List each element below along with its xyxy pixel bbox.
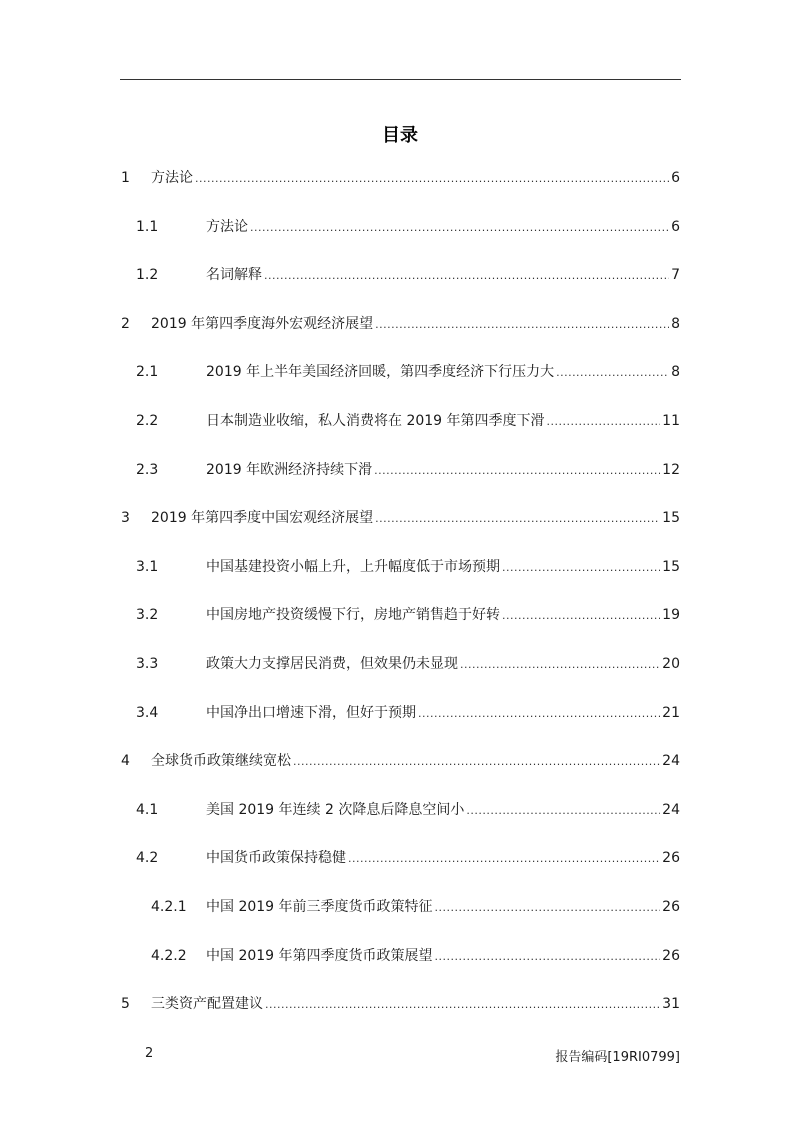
toc-entry-line (206, 215, 680, 240)
toc-entry-line (206, 895, 680, 920)
toc-entry-label: 中国净出口增速下滑，但好于预期 (206, 701, 416, 725)
toc-entry-page: 6 (671, 219, 680, 235)
toc-dot-leader (250, 216, 669, 240)
toc-entry-number: 4.2.2 (151, 948, 187, 964)
toc-entry-page: 24 (662, 753, 680, 769)
toc-entry-line (151, 992, 680, 1017)
toc-entry-label: 中国 2019 年第四季度货币政策展望 (206, 944, 433, 968)
toc-entry[interactable] (0, 215, 800, 239)
toc-entry[interactable] (0, 798, 800, 822)
toc-entry[interactable] (0, 603, 800, 627)
toc-entry-page: 24 (662, 802, 680, 818)
footer-page-number: 2 (145, 1046, 154, 1061)
header-rule (120, 79, 681, 80)
toc-entry[interactable] (0, 409, 800, 433)
toc-entry-page: 19 (662, 607, 680, 623)
toc-dot-leader (502, 556, 660, 580)
toc-entry-number: 3.2 (136, 607, 159, 623)
toc-entry-line (206, 409, 680, 434)
toc-entry-line (151, 312, 680, 337)
toc-entry-label: 方法论 (151, 166, 193, 190)
toc-entry-page: 15 (662, 559, 680, 575)
toc-entry-line (206, 944, 680, 969)
toc-entry-line (151, 749, 680, 774)
toc-entry-page: 12 (662, 462, 680, 478)
toc-dot-leader (265, 993, 660, 1017)
toc-entry-number: 1.2 (136, 267, 159, 283)
toc-entry-page: 15 (662, 510, 680, 526)
toc-entry-page: 6 (671, 170, 680, 186)
toc-entry-number: 3 (121, 510, 130, 526)
toc-entry-page: 11 (662, 413, 680, 429)
toc-entry-line (206, 798, 680, 823)
toc-entry[interactable] (0, 846, 800, 870)
toc-title: 目录 (382, 125, 418, 146)
footer-report-code: 报告编码[19RI0799] (555, 1050, 680, 1065)
toc-entry-line (151, 506, 680, 531)
toc-entry-number: 2.3 (136, 462, 159, 478)
toc-dot-leader (547, 410, 661, 434)
toc-entry-label: 方法论 (206, 215, 248, 239)
toc-entry-page: 26 (662, 850, 680, 866)
toc-entry[interactable] (0, 506, 800, 530)
toc-entry-page: 20 (662, 656, 680, 672)
toc-dot-leader (348, 847, 660, 871)
toc-entry-line (206, 652, 680, 677)
toc-entry-page: 8 (671, 316, 680, 332)
toc-entry-number: 2.1 (136, 364, 159, 380)
toc-entry[interactable] (0, 166, 800, 190)
toc-entry-number: 1 (121, 170, 130, 186)
toc-entry[interactable] (0, 992, 800, 1016)
toc-entry-label: 中国货币政策保持稳健 (206, 846, 346, 870)
toc-dot-leader (556, 361, 669, 385)
toc-entry-page: 26 (662, 899, 680, 915)
toc-entry-label: 全球货币政策继续宽松 (151, 749, 291, 773)
toc-entry-line (206, 701, 680, 726)
toc-entry-label: 中国基建投资小幅上升，上升幅度低于市场预期 (206, 555, 500, 579)
toc-entry-line (206, 603, 680, 628)
toc-entry-page: 21 (662, 705, 680, 721)
toc-entry[interactable] (0, 458, 800, 482)
toc-entry[interactable] (0, 263, 800, 287)
toc-entry-label: 名词解释 (206, 263, 262, 287)
toc-dot-leader (460, 653, 660, 677)
toc-entry[interactable] (0, 312, 800, 336)
toc-entry-number: 4.1 (136, 802, 159, 818)
toc-entry-number: 4.2.1 (151, 899, 187, 915)
toc-dot-leader (435, 945, 661, 969)
toc-entry-number: 4 (121, 753, 130, 769)
toc-entry-line (206, 846, 680, 871)
toc-entry[interactable] (0, 360, 800, 384)
toc-dot-leader (502, 604, 660, 628)
toc-entry-page: 26 (662, 948, 680, 964)
toc-entry-label: 政策大力支撑居民消费，但效果仍未显现 (206, 652, 458, 676)
toc-dot-leader (418, 702, 660, 726)
toc-entry-line (206, 555, 680, 580)
toc-entry-number: 3.4 (136, 705, 159, 721)
toc-dot-leader (375, 313, 669, 337)
toc-entry-number: 3.3 (136, 656, 159, 672)
toc-dot-leader (264, 264, 669, 288)
toc-entry-number: 5 (121, 996, 130, 1012)
toc-entry-label: 2019 年第四季度中国宏观经济展望 (151, 506, 373, 530)
toc-entry-label: 中国房地产投资缓慢下行，房地产销售趋于好转 (206, 603, 500, 627)
toc-entry[interactable] (0, 555, 800, 579)
toc-dot-leader (293, 750, 660, 774)
toc-dot-leader (375, 507, 660, 531)
toc-entry-number: 2.2 (136, 413, 159, 429)
toc-entry-page: 31 (662, 996, 680, 1012)
toc-entry-label: 中国 2019 年前三季度货币政策特征 (206, 895, 433, 919)
toc-entry[interactable] (0, 701, 800, 725)
toc-dot-leader (466, 799, 660, 823)
toc-entry-line (206, 458, 680, 483)
toc-entry-number: 4.2 (136, 850, 159, 866)
toc-entry-label: 美国 2019 年连续 2 次降息后降息空间小 (206, 798, 464, 822)
toc-entry-label: 2019 年欧洲经济持续下滑 (206, 458, 372, 482)
toc-entry-number: 2 (121, 316, 130, 332)
toc-entry-line (206, 360, 680, 385)
toc-entry-line (151, 166, 680, 191)
toc-entry[interactable] (0, 749, 800, 773)
toc-dot-leader (195, 167, 669, 191)
toc-dot-leader (435, 896, 661, 920)
toc-entry-label: 2019 年第四季度海外宏观经济展望 (151, 312, 373, 336)
toc-entry-label: 2019 年上半年美国经济回暖，第四季度经济下行压力大 (206, 360, 554, 384)
toc-entry[interactable] (0, 652, 800, 676)
toc-entry[interactable] (0, 944, 800, 968)
toc-entry-label: 三类资产配置建议 (151, 992, 263, 1016)
toc-entry[interactable] (0, 895, 800, 919)
toc-entry-line (206, 263, 680, 288)
toc-entry-label: 日本制造业收缩，私人消费将在 2019 年第四季度下滑 (206, 409, 545, 433)
toc-dot-leader (374, 459, 660, 483)
toc-entry-number: 3.1 (136, 559, 159, 575)
toc-entry-page: 8 (671, 364, 680, 380)
toc-entry-page: 7 (671, 267, 680, 283)
toc-entry-number: 1.1 (136, 219, 159, 235)
